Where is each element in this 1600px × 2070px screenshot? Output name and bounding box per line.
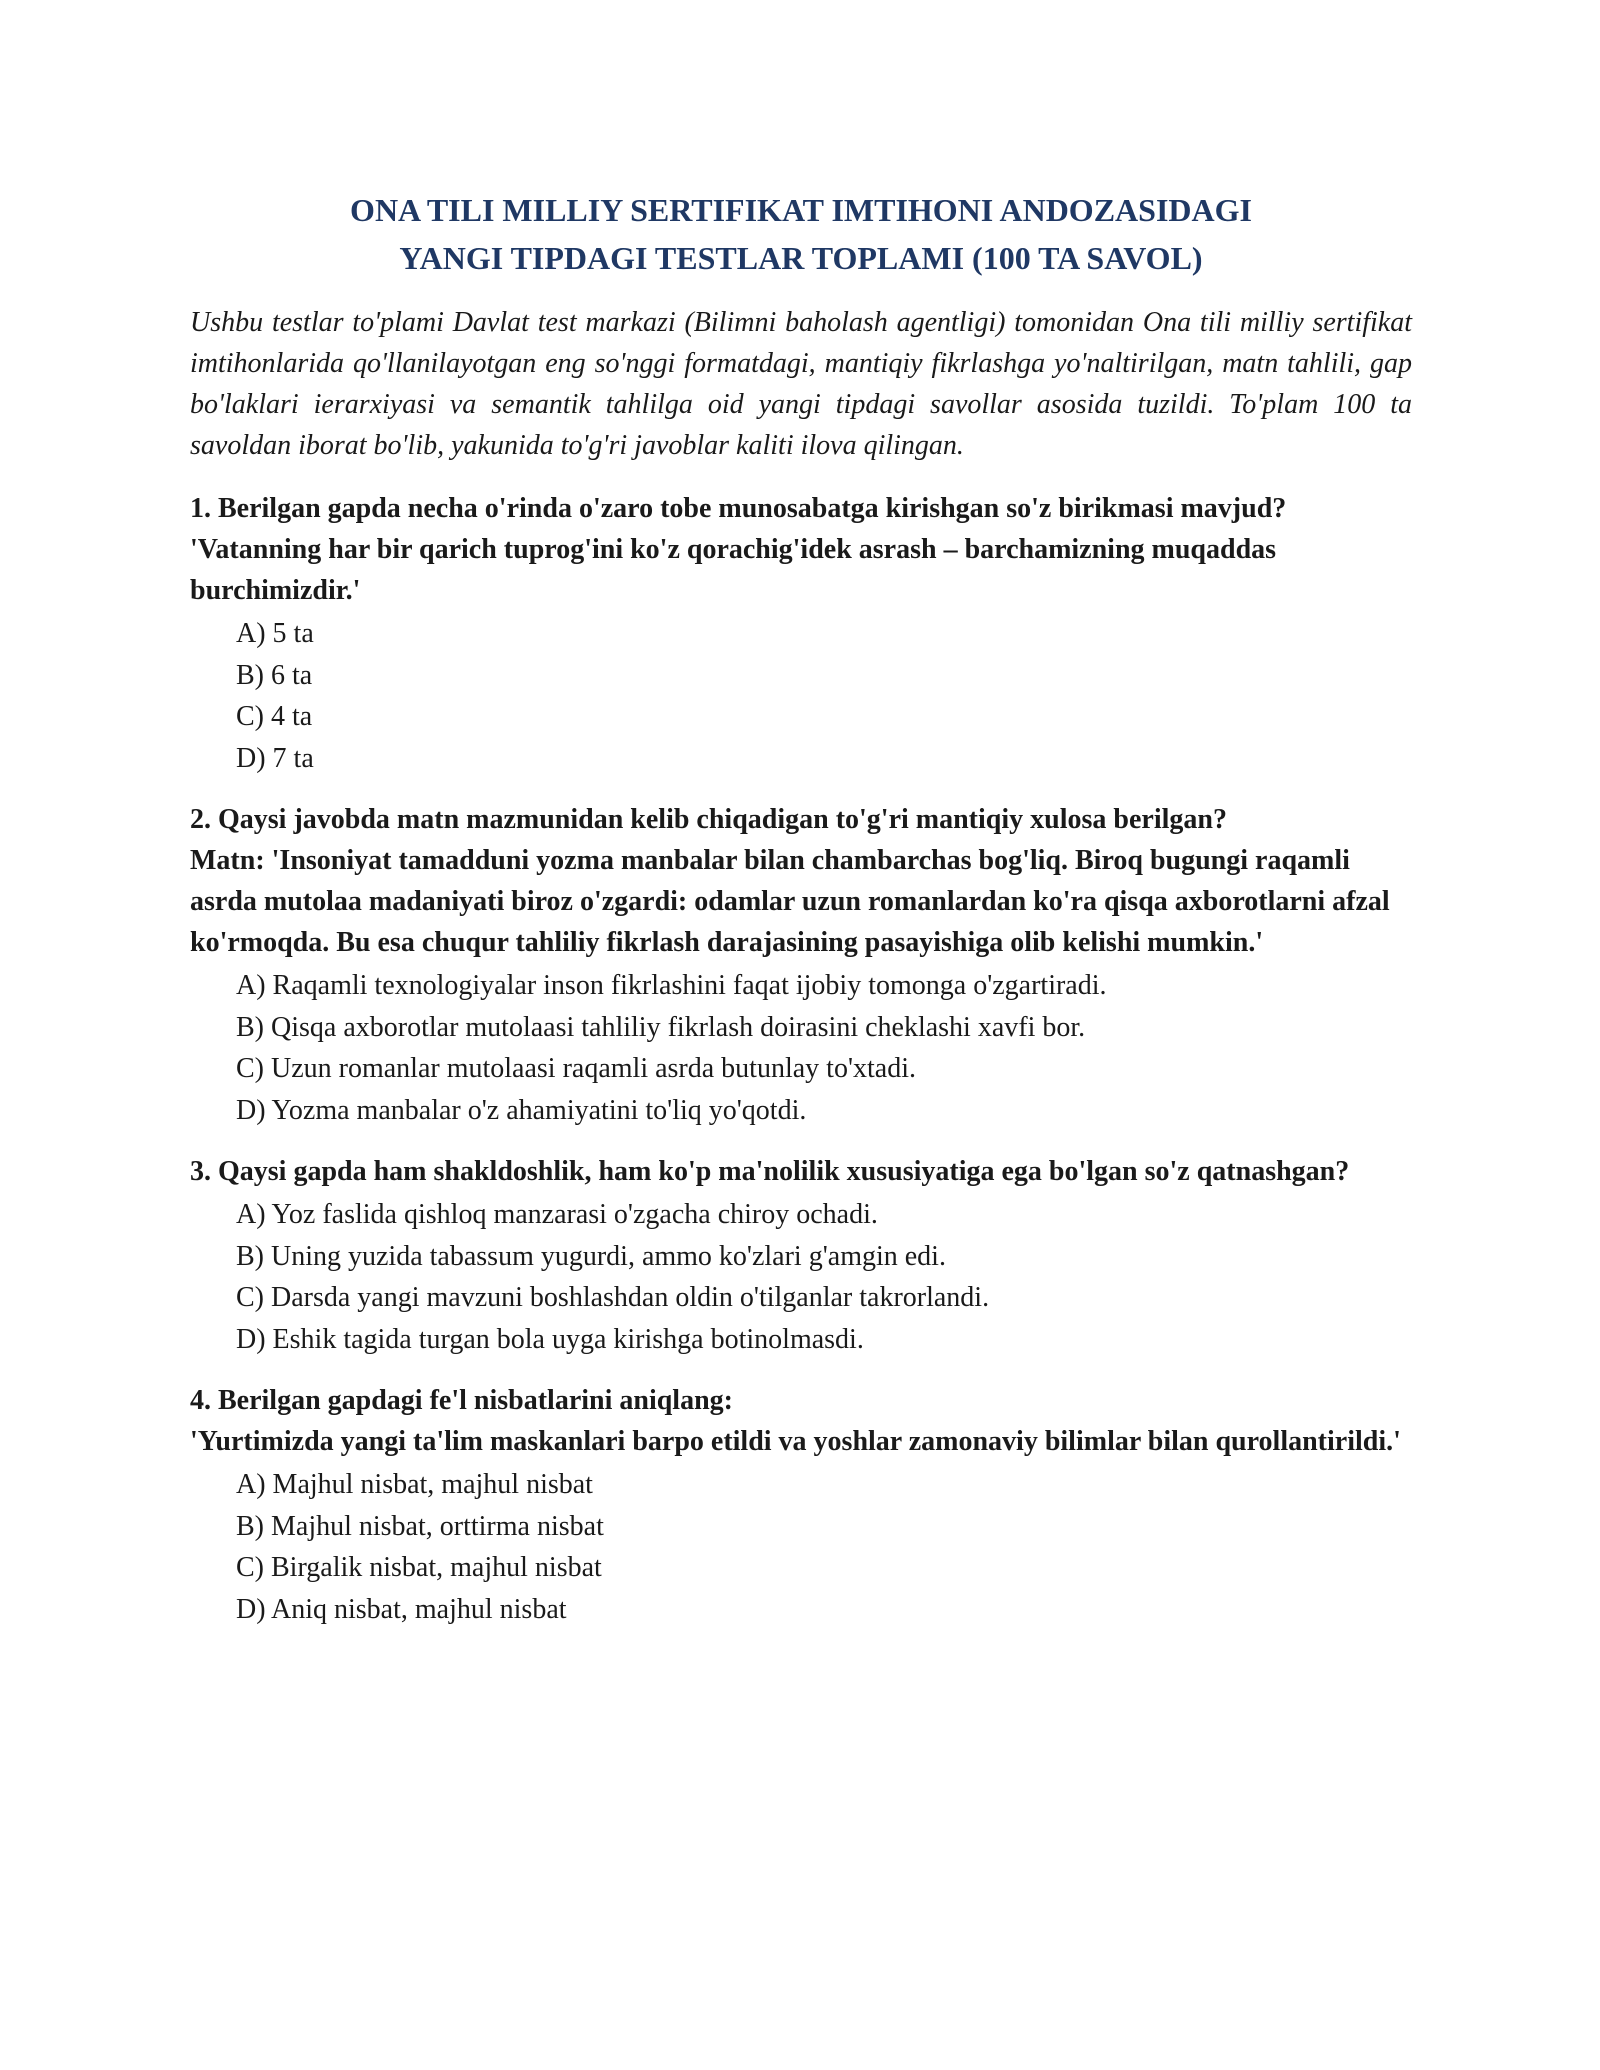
question-1 <box>190 488 1412 779</box>
answer-options <box>236 965 1412 1131</box>
question-quote: 'Yurtimizda yangi ta'lim maskanlari barpo etildi va yoshlar zamonaviy bilimlar bilan qurollantirildi.' <box>190 1426 1401 1457</box>
answer-option-b: B) Majhul nisbat, orttirma nisbat <box>236 1510 604 1542</box>
answer-option-d: D) Aniq nisbat, majhul nisbat <box>236 1593 567 1625</box>
answer-option-b: B) Uning yuzida tabassum yugurdi, ammo ko'zlari g'amgin edi. <box>236 1240 946 1272</box>
answer-option-c: C) 4 ta <box>236 701 313 732</box>
answer-option-c: C) Birgalik nisbat, majhul nisbat <box>236 1552 602 1583</box>
answer-options <box>236 613 1412 779</box>
document-page <box>190 186 1412 1650</box>
title-line-2: YANGI TIPDAGI TESTLAR TOPLAMI (100 TA SAVOL) <box>399 240 1203 276</box>
answer-option-b: B) 6 ta <box>236 659 313 691</box>
question-text: 1. Berilgan gapda necha o'rinda o'zaro tobe munosabatga kirishgan so'z birikmasi mavjud? <box>190 493 1287 524</box>
answer-option-d: D) 7 ta <box>236 742 314 774</box>
answer-option-d: D) Eshik tagida turgan bola uyga kirishga botinolmasdi. <box>236 1323 864 1355</box>
title-line-1: ONA TILI MILLIY SERTIFIKAT IMTIHONI ANDOZASIDAGI <box>350 192 1252 228</box>
answer-option-c: C) Darsda yangi mavzuni boshlashdan oldin o'tilganlar takrorlandi. <box>236 1282 990 1313</box>
answer-option-a: A) 5 ta <box>236 618 314 649</box>
question-4 <box>190 1380 1412 1630</box>
answer-options <box>236 1194 1412 1360</box>
answer-option-b: B) Qisqa axborotlar mutolaasi tahliliy fikrlash doirasini cheklashi xavfi bor. <box>236 1011 1086 1043</box>
answer-option-a: A) Yoz faslida qishloq manzarasi o'zgacha chiroy ochadi. <box>236 1199 878 1230</box>
question-quote: Matn: 'Insoniyat tamadduni yozma manbalar bilan chambarchas bog'liq. Biroq bugungi raqamli asrda mutolaa madaniyati biroz o'zgardi: odamlar uzun romanlardan ko'ra qisqa axborotlarni afzal ko'rmoqda. Bu esa chuqur tahliliy fikrlash darajasining pasayishiga olib kelishi mumkin.' <box>190 845 1390 958</box>
question-quote: 'Vatanning har bir qarich tuprog'ini ko'z qorachig'idek asrash – barchamizning muqaddas burchimizdir.' <box>190 534 1277 606</box>
question-text: 3. Qaysi gapda ham shakldoshlik, ham ko'p ma'nolilik xususiyatiga ega bo'lgan so'z qatnashgan? <box>190 1156 1350 1187</box>
question-3 <box>190 1151 1412 1360</box>
question-2 <box>190 799 1412 1131</box>
answer-option-d: D) Yozma manbalar o'z ahamiyatini to'liq yo'qotdi. <box>236 1094 807 1126</box>
answer-option-a: A) Majhul nisbat, majhul nisbat <box>236 1469 593 1500</box>
answer-options <box>236 1464 1412 1630</box>
answer-option-c: C) Uzun romanlar mutolaasi raqamli asrda butunlay to'xtadi. <box>236 1053 916 1084</box>
intro-paragraph: Ushbu testlar to'plami Davlat test markazi (Bilimni baholash agentligi) tomonidan Ona tili milliy sertifikat imtihonlarida qo'llanilayotgan eng so'nggi formatdagi, mantiqiy fikrlashga yo'naltirilgan, matn tahlili, gap bo'laklari ierarxiyasi va semantik tahlilga oid yangi tipdagi savollar asosida tuzildi. To'plam 100 ta savoldan iborat bo'lib, yakunida to'g'ri javoblar kaliti ilova qilingan. <box>190 307 1412 461</box>
question-text: 2. Qaysi javobda matn mazmunidan kelib chiqadigan to'g'ri mantiqiy xulosa berilgan? <box>190 804 1227 835</box>
document-title <box>190 186 1412 282</box>
question-text: 4. Berilgan gapdagi fe'l nisbatlarini aniqlang: <box>190 1385 733 1416</box>
answer-option-a: A) Raqamli texnologiyalar inson fikrlashini faqat ijobiy tomonga o'zgartiradi. <box>236 970 1107 1001</box>
